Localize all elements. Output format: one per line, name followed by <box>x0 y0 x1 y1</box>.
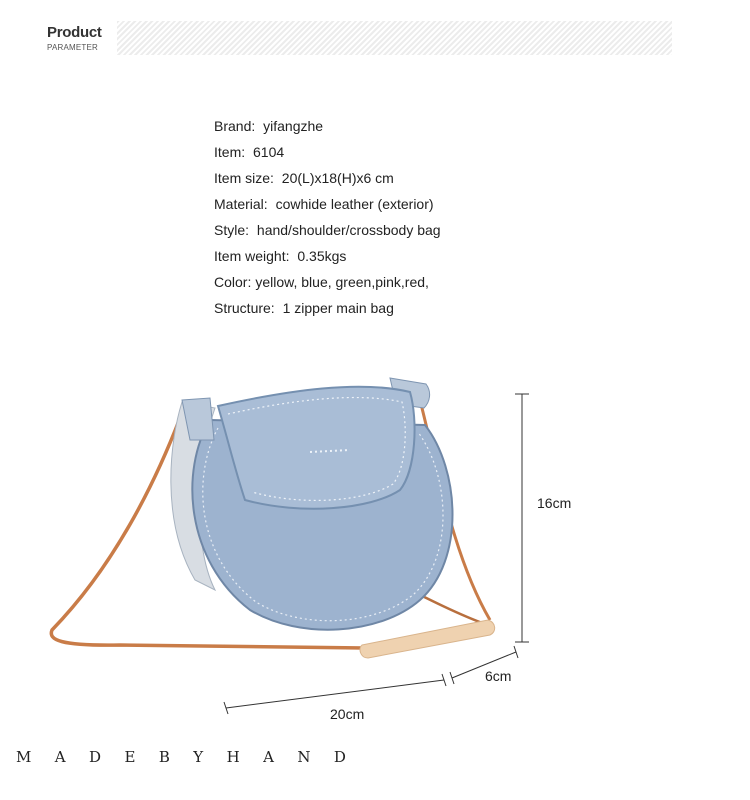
footer-letter: D <box>89 748 102 766</box>
footer-letter: M <box>16 748 32 766</box>
length-label: 20cm <box>330 706 365 722</box>
footer-letter: D <box>333 748 346 766</box>
header-subtitle: PARAMETER <box>47 43 98 52</box>
footer-letter: H <box>226 748 240 766</box>
footer-letter: E <box>124 748 136 766</box>
param-item: Item: 6104 <box>214 144 285 160</box>
param-structure: Structure: 1 zipper main bag <box>214 300 394 316</box>
footer-letter: A <box>263 748 274 766</box>
footer-letter: Y <box>193 748 204 766</box>
footer-letter: N <box>297 748 311 766</box>
param-weight: Item weight: 0.35kgs <box>214 248 347 264</box>
param-material: Material: cowhide leather (exterior) <box>214 196 434 212</box>
footer-letter: B <box>158 748 170 766</box>
footer-letter: A <box>54 748 66 766</box>
made-by-hand-footer <box>16 748 346 770</box>
header-stripe <box>117 21 672 55</box>
height-dimension-line <box>515 394 529 642</box>
param-item-size: Item size: 20(L)x18(H)x6 cm <box>214 170 394 186</box>
strap-handle <box>360 620 495 658</box>
height-label: 16cm <box>537 495 572 511</box>
param-brand: Brand: yifangzhe <box>214 118 324 134</box>
bag-flap <box>218 387 415 509</box>
depth-label: 6cm <box>485 668 512 684</box>
header-title: Product <box>47 24 102 41</box>
param-style: Style: hand/shoulder/crossbody bag <box>214 222 441 238</box>
parameter-list <box>214 113 441 321</box>
param-color: Color: yellow, blue, green,pink,red, <box>214 274 429 290</box>
bag-illustration <box>0 360 750 740</box>
